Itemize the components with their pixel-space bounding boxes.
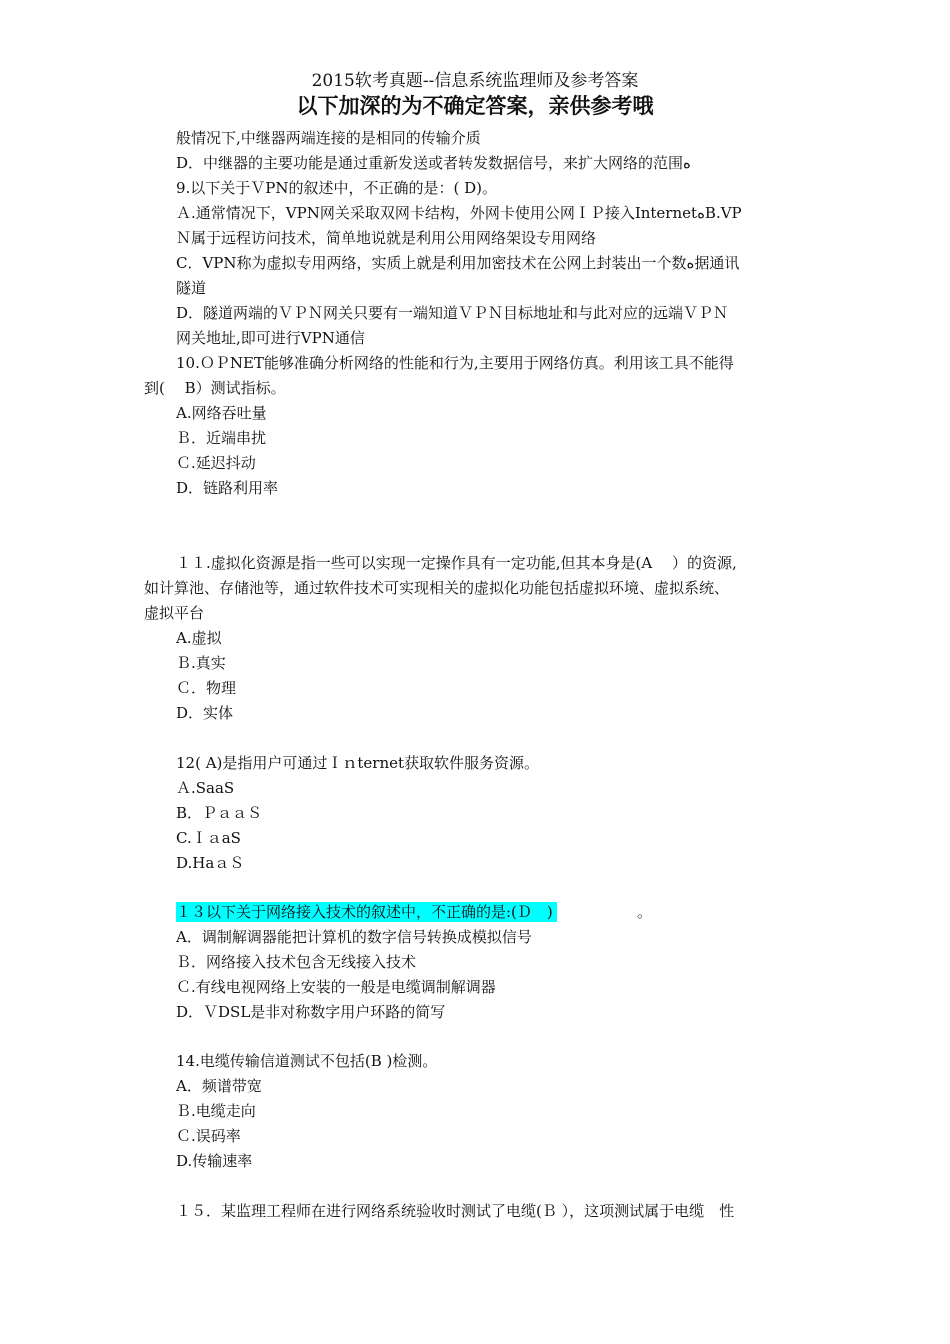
text-line: D．中继器的主要功能是通过重新发送或者转发数据信号，来扩大网络的范围ﻩ <box>176 154 691 172</box>
option-line: B．ＰａａＳ <box>176 804 263 822</box>
question-9: 9.以下关于ＶPN的叙述中，不正确的是：( D)。 <box>176 179 498 197</box>
option-line: Ａ.SaaS <box>176 779 235 797</box>
option-line: Ｃ.误码率 <box>176 1127 241 1145</box>
option-line: Ｃ.有线电视网络上安装的一般是电缆调制解调器 <box>176 978 496 996</box>
question-10: 10.ＯＰNET能够准确分析网络的性能和行为,主要用于网络仿真。利用该工具不能得 <box>176 354 734 372</box>
option-line: A.网络吞吐量 <box>176 404 267 422</box>
option-line: A．频谱带宽 <box>176 1077 262 1095</box>
question-13-highlighted: １３以下关于网络接入技术的叙述中，不正确的是:(Ｄ ) <box>176 902 557 922</box>
option-line: Ｂ.电缆走向 <box>176 1102 256 1120</box>
question-11-cont: 如计算池、存储池等，通过软件技术可实现相关的虚拟化功能包括虚拟环境、虚拟系统、 <box>144 579 730 597</box>
document-subtitle: 以下加深的为不确定答案，亲供参考哦 <box>296 94 654 118</box>
option-line: Ｎ属于远程访问技术，简单地说就是利用公用网络架设专用网络 <box>176 229 597 247</box>
option-line: C.ＩａaS <box>176 829 241 847</box>
option-line: D．隧道两端的ＶＰＮ网关只要有一端知道ＶＰＮ目标地址和与此对应的远端ＶＰＮ <box>176 304 729 322</box>
option-line: Ｂ．网络接入技术包含无线接入技术 <box>176 953 417 971</box>
question-12: 12( A)是指用户可通过Ｉｎternet获取软件服务资源。 <box>176 754 540 772</box>
question-11: １１.虚拟化资源是指一些可以实现一定操作具有一定功能,但其本身是(A ）的资源, <box>176 554 737 572</box>
option-line: A．调制解调器能把计算机的数字信号转换成模拟信号 <box>176 928 532 946</box>
option-line: Ｂ．近端串扰 <box>176 429 267 447</box>
option-line: Ｃ．物理 <box>176 679 237 697</box>
option-line: 网关地址,即可进行VPN通信 <box>176 329 365 347</box>
option-line: D．链路利用率 <box>176 479 279 497</box>
option-line: D．实体 <box>176 704 234 722</box>
option-line: 隧道 <box>176 279 207 297</box>
document-title: 2015软考真题--信息系统监理师及参考答案 <box>311 71 639 91</box>
option-line: A.虚拟 <box>176 629 222 647</box>
text-line: 般情况下,中继器两端连接的是相同的传输介质 <box>176 129 481 147</box>
question-10-cont: 到( B）测试指标。 <box>144 379 286 397</box>
question-13-period: 。 <box>637 903 653 921</box>
question-15: １５．某监理工程师在进行网络系统验收时测试了电缆(Ｂ ），这项测试属于电缆 性 <box>176 1202 735 1220</box>
option-line: D．ＶDSL是非对称数字用户环路的简写 <box>176 1003 446 1021</box>
option-line: Ａ.通常情况下，VPN网关采取双网卡结构，外网卡使用公网ＩＰ接入InternetﻩB.VP <box>176 204 742 222</box>
option-line: C．VPN称为虚拟专用两络，实质上就是利用加密技术在公网上封装出一个数ﻩ据通讯 <box>176 254 740 272</box>
question-11-cont: 虚拟平台 <box>144 604 205 622</box>
option-line: Ｂ.真实 <box>176 654 226 672</box>
question-14: 14.电缆传输信道测试不包括(B )检测。 <box>176 1052 438 1070</box>
option-line: D.HaａＳ <box>176 854 245 872</box>
option-line: Ｃ.延迟抖动 <box>176 454 256 472</box>
option-line: D.传输速率 <box>176 1152 253 1170</box>
